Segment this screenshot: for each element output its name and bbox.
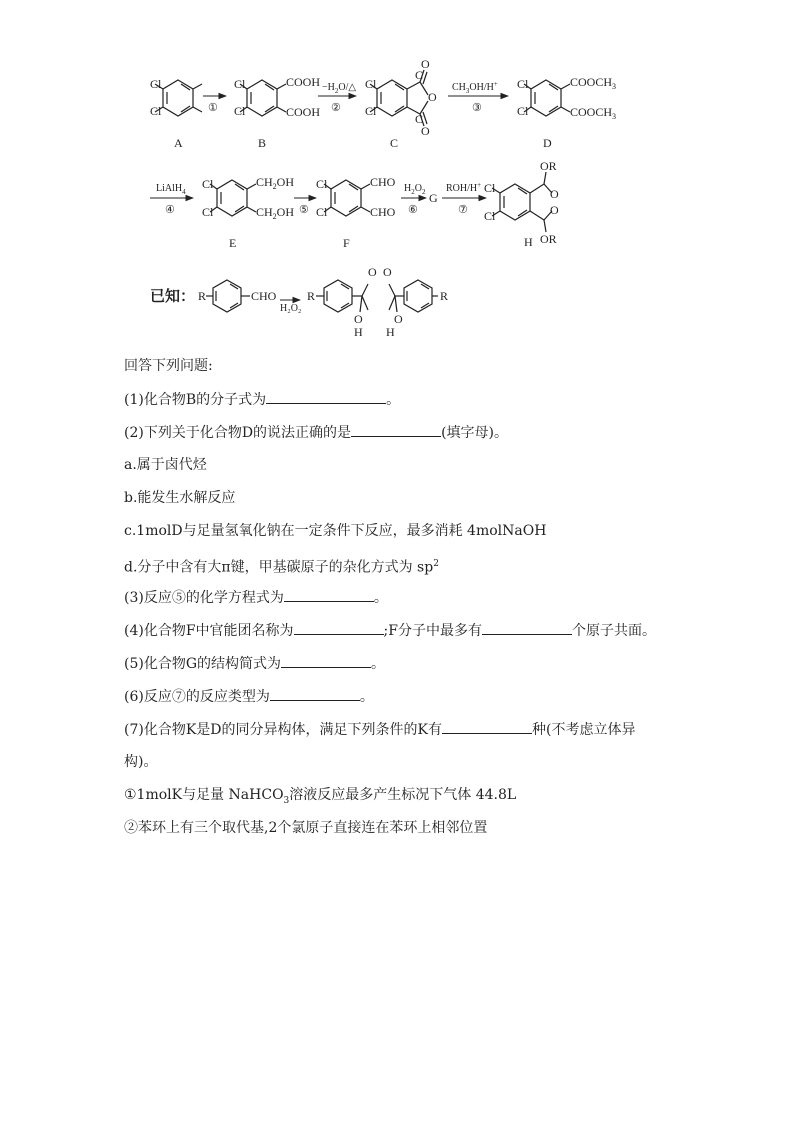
known-prefix: 已知： <box>150 287 196 305</box>
substituent-cl: Cl <box>202 177 214 191</box>
substituent-cl: Cl <box>150 104 162 118</box>
intro-text: 回答下列问题: <box>124 358 213 374</box>
label-c: C <box>390 136 399 150</box>
substituent-cl: Cl <box>234 77 246 91</box>
substituent-cl: Cl <box>316 177 328 191</box>
atom-o: O <box>550 187 559 201</box>
atom-h: H <box>354 325 363 339</box>
step-6-number: ⑥ <box>408 204 418 216</box>
condition-2: ②苯环上有三个取代基,2个氯原子直接连在苯环上相邻位置 <box>124 820 488 836</box>
substituent-r: R <box>440 289 449 303</box>
substituent-ch2oh: $CH_2OH$ <box>256 175 295 191</box>
atom-o: O <box>354 312 363 326</box>
substituent-or: OR <box>540 232 557 246</box>
substituent-cl: Cl <box>517 77 529 91</box>
label-b: B <box>258 136 267 150</box>
atom-o: O <box>428 90 437 104</box>
substituent-cooch3: $COOCH_3$ <box>570 75 617 91</box>
reaction-scheme <box>0 0 800 350</box>
question-7-continued: 构)。 <box>124 754 158 770</box>
compound-h-structure <box>492 172 552 232</box>
known-condition: H₂O₂ <box>280 303 302 314</box>
label-f: F <box>343 236 350 250</box>
substituent-ch2oh: $CH_2OH$ <box>256 205 295 221</box>
substituent-or: OR <box>540 159 557 173</box>
compound-b-structure <box>240 80 286 116</box>
answer-blank[interactable] <box>442 719 532 734</box>
atom-o: O <box>383 265 392 279</box>
label-g: G <box>429 191 438 205</box>
option-a: a.属于卤代烃 <box>124 457 207 473</box>
compound-f-structure <box>324 180 370 216</box>
substituent-r: R <box>198 289 207 303</box>
atom-h: H <box>386 325 395 339</box>
substituent-cl: Cl <box>484 209 496 223</box>
answer-blank[interactable] <box>266 389 386 404</box>
substituent-cooh: COOH <box>286 75 321 89</box>
compound-a-structure <box>155 80 202 116</box>
step-3-number: ③ <box>472 102 482 114</box>
substituent-cl: Cl <box>484 181 496 195</box>
atom-o: O <box>421 124 430 138</box>
substituent-cl: Cl <box>202 205 214 219</box>
substituent-cl: Cl <box>234 104 246 118</box>
label-a: A <box>174 136 183 150</box>
answer-blank[interactable] <box>270 686 360 701</box>
condition-1: ①1molK与足量 NaHCO$_3$溶液反应最多产生标况下气体 44.8L <box>124 787 517 806</box>
step-2-condition: $-H_2O/\triangle$ <box>322 82 357 95</box>
atom-o: O <box>421 57 430 71</box>
atom-o: O <box>368 265 377 279</box>
step-5-number: ⑤ <box>299 204 309 216</box>
step-1-number: ① <box>208 102 218 114</box>
question-1: (1)化合物B的分子式为 。 <box>124 389 724 410</box>
answer-blank[interactable] <box>281 653 371 668</box>
atom-o: O <box>394 312 403 326</box>
question-7: (7)化合物K是D的同分异构体，满足下列条件的K有 种(不考虑立体异 <box>124 719 724 740</box>
step-7-condition: ROH/H+ <box>446 181 482 194</box>
atom-o: O <box>550 203 559 217</box>
label-e: E <box>229 236 237 250</box>
question-6: (6)反应⑦的反应类型为 。 <box>124 686 724 707</box>
option-b: b.能发生水解反应 <box>124 490 236 506</box>
step-7-number: ⑦ <box>458 204 468 216</box>
option-c: c.1molD与足量氢氧化钠在一定条件下反应，最多消耗 4molNaOH <box>124 523 547 539</box>
atom-c: C <box>415 68 424 82</box>
question-3: (3)反应⑤的化学方程式为 。 <box>124 587 724 608</box>
label-h: H <box>524 235 533 249</box>
compound-e-structure <box>210 180 256 216</box>
option-d: d.分子中含有大π键，甲基碳原子的杂化方式为 $sp^2$ <box>124 559 439 576</box>
substituent-cooh: COOH <box>286 105 321 119</box>
compound-d-structure <box>524 80 570 116</box>
substituent-cho: CHO <box>251 289 277 303</box>
answer-blank[interactable] <box>284 587 374 602</box>
substituent-cl: Cl <box>517 104 529 118</box>
known-reaction-structures <box>206 280 438 312</box>
substituent-cho: CHO <box>370 175 396 189</box>
substituent-cl: Cl <box>365 104 377 118</box>
step-4-condition: LiAlH$_4$ <box>156 183 186 196</box>
answer-blank[interactable] <box>294 620 384 635</box>
step-4-number: ④ <box>165 204 175 216</box>
label-d: D <box>543 136 552 150</box>
substituent-cl: Cl <box>150 77 162 91</box>
substituent-cl: Cl <box>365 77 377 91</box>
step-6-condition: $H_2O_2$ <box>404 183 426 196</box>
atom-c: C <box>415 112 424 126</box>
question-2: (2)下列关于化合物D的说法正确的是 (填字母)。 <box>124 422 724 443</box>
substituent-r: R <box>307 289 316 303</box>
question-4: (4)化合物F中官能团名称为 ;F分子中最多有 个原子共面。 <box>124 620 724 641</box>
question-5: (5)化合物G的结构简式为 。 <box>124 653 724 674</box>
substituent-cl: Cl <box>316 205 328 219</box>
substituent-cho: CHO <box>370 205 396 219</box>
step-3-condition: $CH_3OH/H^+$ <box>452 80 498 95</box>
step-2-number: ② <box>331 102 341 114</box>
answer-blank[interactable] <box>482 620 572 635</box>
substituent-cooch3: $COOCH_3$ <box>570 105 617 121</box>
answer-blank[interactable] <box>351 422 441 437</box>
